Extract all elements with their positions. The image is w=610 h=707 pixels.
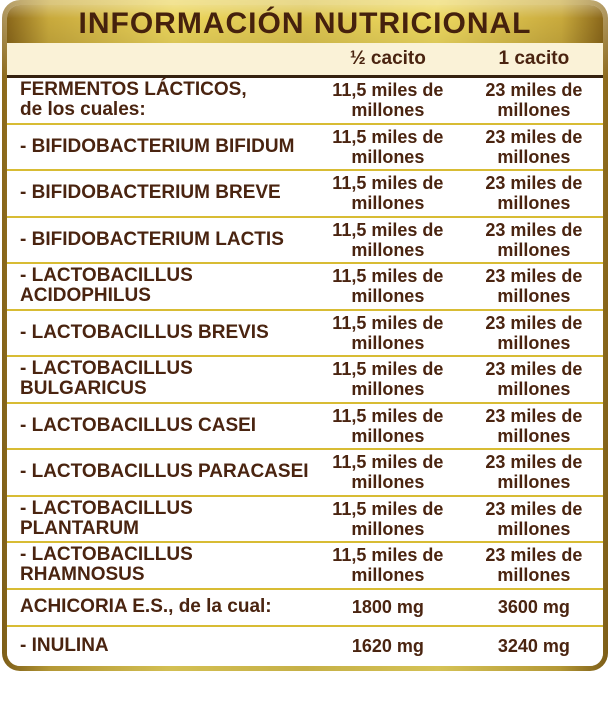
row-label: FERMENTOS LÁCTICOS, de los cuales: — [20, 79, 247, 121]
table-row — [7, 218, 603, 265]
row-label: - LACTOBACILLUS RHAMNOSUS — [20, 544, 193, 586]
row-label: - BIFIDOBACTERIUM LACTIS — [20, 228, 284, 250]
row-label: - LACTOBACILLUS BREVIS — [20, 321, 269, 343]
row-label: - LACTOBACILLUS CASEI — [20, 414, 257, 436]
row-value-half-cacito: 11,5 miles de millones — [332, 219, 444, 260]
row-value-one-cacito: 23 miles de millones — [485, 312, 583, 353]
table-row — [7, 264, 603, 311]
row-label: - INULINA — [20, 635, 109, 656]
row-value-half-cacito: 11,5 miles de millones — [332, 126, 444, 167]
row-value-one-cacito: 23 miles de millones — [485, 405, 583, 446]
table-row — [7, 125, 603, 172]
row-value-one-cacito: 23 miles de millones — [485, 359, 583, 400]
row-value-half-cacito: 1620 mg — [351, 636, 424, 656]
table-row — [7, 590, 603, 627]
row-value-one-cacito: 23 miles de millones — [485, 80, 583, 121]
row-value-one-cacito: 23 miles de millones — [485, 126, 583, 167]
row-value-half-cacito: 11,5 miles de millones — [332, 452, 444, 493]
row-value-one-cacito: 23 miles de millones — [485, 219, 583, 260]
row-value-half-cacito: 11,5 miles de millones — [332, 266, 444, 307]
table-row — [7, 404, 603, 451]
column-header-one-cacito: 1 cacito — [498, 48, 570, 69]
row-value-one-cacito: 23 miles de millones — [485, 545, 583, 586]
row-label: - LACTOBACILLUS ACIDOPHILUS — [20, 265, 193, 307]
row-value-half-cacito: 11,5 miles de millones — [332, 498, 444, 539]
row-label: - LACTOBACILLUS BULGARICUS — [20, 358, 193, 400]
nutrition-label — [2, 0, 608, 671]
table-row — [7, 497, 603, 544]
row-label: - LACTOBACILLUS PLANTARUM — [20, 497, 193, 539]
row-value-one-cacito: 3240 mg — [497, 636, 570, 656]
row-value-half-cacito: 11,5 miles de millones — [332, 545, 444, 586]
row-value-half-cacito: 11,5 miles de millones — [332, 405, 444, 446]
label-inner — [7, 5, 603, 666]
table-row — [7, 171, 603, 218]
row-value-half-cacito: 11,5 miles de millones — [332, 80, 444, 121]
row-label: - BIFIDOBACTERIUM BREVE — [20, 182, 281, 204]
table-row — [7, 357, 603, 404]
table-row — [7, 311, 603, 358]
table-row — [7, 450, 603, 497]
row-value-half-cacito: 1800 mg — [351, 597, 424, 617]
column-header-half-cacito: ½ cacito — [349, 48, 426, 69]
row-value-one-cacito: 23 miles de millones — [485, 266, 583, 307]
row-value-half-cacito: 11,5 miles de millones — [332, 359, 444, 400]
row-value-one-cacito: 23 miles de millones — [485, 498, 583, 539]
table-row — [7, 627, 603, 666]
table-row — [7, 543, 603, 590]
table-body — [7, 78, 603, 666]
page-title: INFORMACIÓN NUTRICIONAL — [78, 7, 532, 40]
row-label: - LACTOBACILLUS PARACASEI — [20, 461, 309, 483]
row-value-one-cacito: 23 miles de millones — [485, 452, 583, 493]
title-band — [7, 5, 603, 43]
row-value-one-cacito: 3600 mg — [497, 597, 570, 617]
row-value-one-cacito: 23 miles de millones — [485, 173, 583, 214]
row-label: - BIFIDOBACTERIUM BIFIDUM — [20, 135, 295, 157]
table-row — [7, 78, 603, 125]
row-value-half-cacito: 11,5 miles de millones — [332, 173, 444, 214]
column-headers-row — [7, 43, 603, 75]
row-value-half-cacito: 11,5 miles de millones — [332, 312, 444, 353]
row-label: ACHICORIA E.S., de la cual: — [20, 596, 272, 617]
